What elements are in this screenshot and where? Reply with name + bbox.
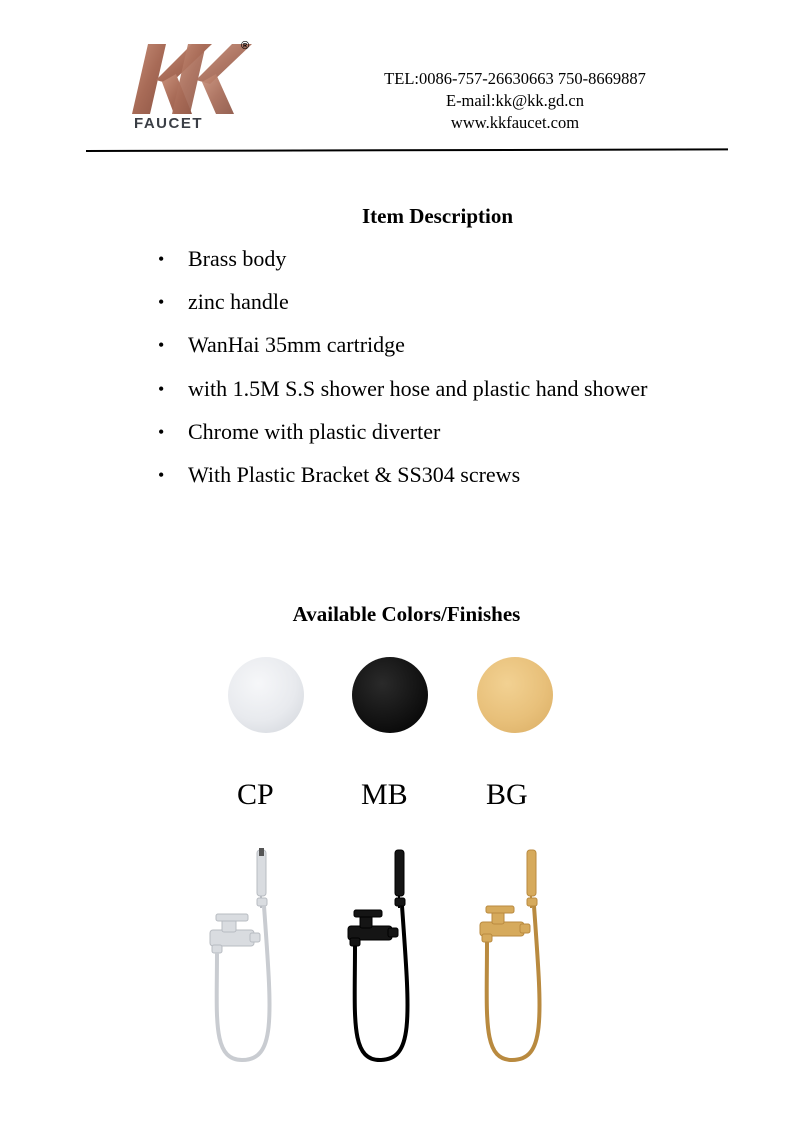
swatch-bg [477, 657, 553, 733]
finish-code-cp: CP [237, 778, 274, 811]
list-item: • with 1.5M S.S shower hose and plastic hand shower [158, 375, 648, 401]
finishes-title: Available Colors/Finishes [292, 602, 521, 626]
finish-code-bg: BG [486, 778, 528, 811]
header-divider [86, 148, 728, 152]
list-item: • zinc handle [158, 289, 289, 315]
contact-email: E-mail:kk@kk.gd.cn [445, 91, 584, 110]
contact-tel: TEL:0086-757-26630663 750-8669887 [384, 69, 646, 88]
swatch-cp [228, 657, 304, 733]
description-list [158, 244, 648, 503]
faucet-image-mb [340, 848, 430, 1068]
item-description-title: Item Description [361, 204, 514, 228]
swatch-mb [352, 657, 428, 733]
faucet-image-cp [202, 848, 292, 1068]
list-item: • WanHai 35mm cartridge [158, 332, 405, 358]
list-item: • Chrome with plastic diverter [158, 418, 441, 444]
registered-mark: ® [241, 40, 250, 52]
list-item: • Brass body [158, 246, 287, 271]
contact-website: www.kkfaucet.com [450, 113, 580, 132]
list-item: • With Plastic Bracket & SS304 screws [158, 461, 521, 487]
contact-block [340, 68, 690, 134]
faucet-image-bg [472, 848, 562, 1068]
logo-wordmark: FAUCET [134, 115, 203, 132]
finish-code-mb: MB [361, 778, 408, 811]
